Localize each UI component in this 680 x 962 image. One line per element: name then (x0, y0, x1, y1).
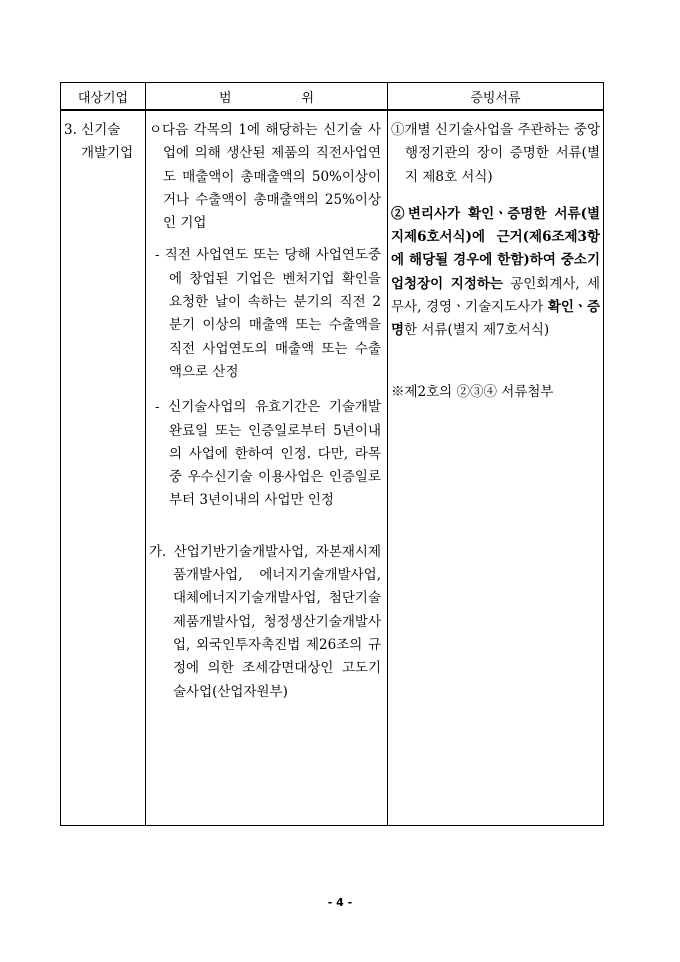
range-item-ga: 가. 산업기반기술개발사업, 자본재시제품개발사업, 에너지기술개발사업, 대체에너지기술개발사업, 첨단기술제품개발사업, 청정생산기술개발사업, 외국인투자촉진법 제26조의 규정에 의한 조세감면대상인 고도기술사업(산업자원부) (149, 543, 381, 700)
header-documents: 증빙서류 (388, 83, 604, 111)
header-range-right: 위 (301, 90, 315, 106)
page-number: - 4 - (327, 896, 353, 909)
table-header-row (61, 83, 604, 111)
target-line2: 개발기업 (81, 145, 134, 162)
range-main: ㅇ다음 각목의 1에 해당하는 신기술 사업에 의해 생산된 제품의 직전사업연도 매출액이 총매출액의 50%이상이거나 수출액이 총매출액의 25%이상인 기업 (149, 122, 381, 232)
document-2 (391, 203, 600, 343)
range-note-validity: - 신기술사업의 유효기간은 기술개발완료일 또는 인증일로부터 5년이내의 사업에 한하여 인정. 다만, 라목중 우수신기술 이용사업은 인증일로부터 3년이내의 사업만 인정 (155, 399, 381, 509)
document-2-normal-part2: 한 서류(별지 제7호서식) (404, 322, 550, 339)
certification-table (60, 82, 604, 826)
documents-note: ※제2호의 ②③④ 서류첨부 (391, 383, 554, 400)
target-cell (61, 110, 146, 826)
range-cell (146, 110, 388, 826)
header-range (146, 83, 388, 111)
document-1: ①개별 신기술사업을 주관하는 중앙행정기관의 장이 증명한 서류(별지 제8호 서식) (391, 122, 600, 185)
header-range-left: 범 (218, 90, 232, 106)
header-target: 대상기업 (61, 83, 146, 111)
document-2-bold-part2: 확인ㆍ증명 (391, 299, 600, 339)
documents-cell (388, 110, 604, 826)
document-2-normal-part1: 공인회계사, 세무사, 경영ㆍ기술지도사가 (391, 275, 600, 316)
range-note-revenue: - 직전 사업연도 또는 당해 사업연도중에 창업된 기업은 벤처기업 확인을 요청한 날이 속하는 분기의 직전 2분기 이상의 매출액 또는 수출액을 직전 사업연도의 매출액 또는 수출액으로 산정 (155, 247, 381, 380)
document-2-bold-part1: ②변리사가 확인ㆍ증명한 서류(별지제6호서식)에 근거(제6조제3항에 해당될 경우에 한함)하여 중소기업청장이 지정하는 (391, 205, 600, 292)
table-row (61, 110, 604, 826)
target-line1: 3. 신기술 (64, 122, 121, 138)
